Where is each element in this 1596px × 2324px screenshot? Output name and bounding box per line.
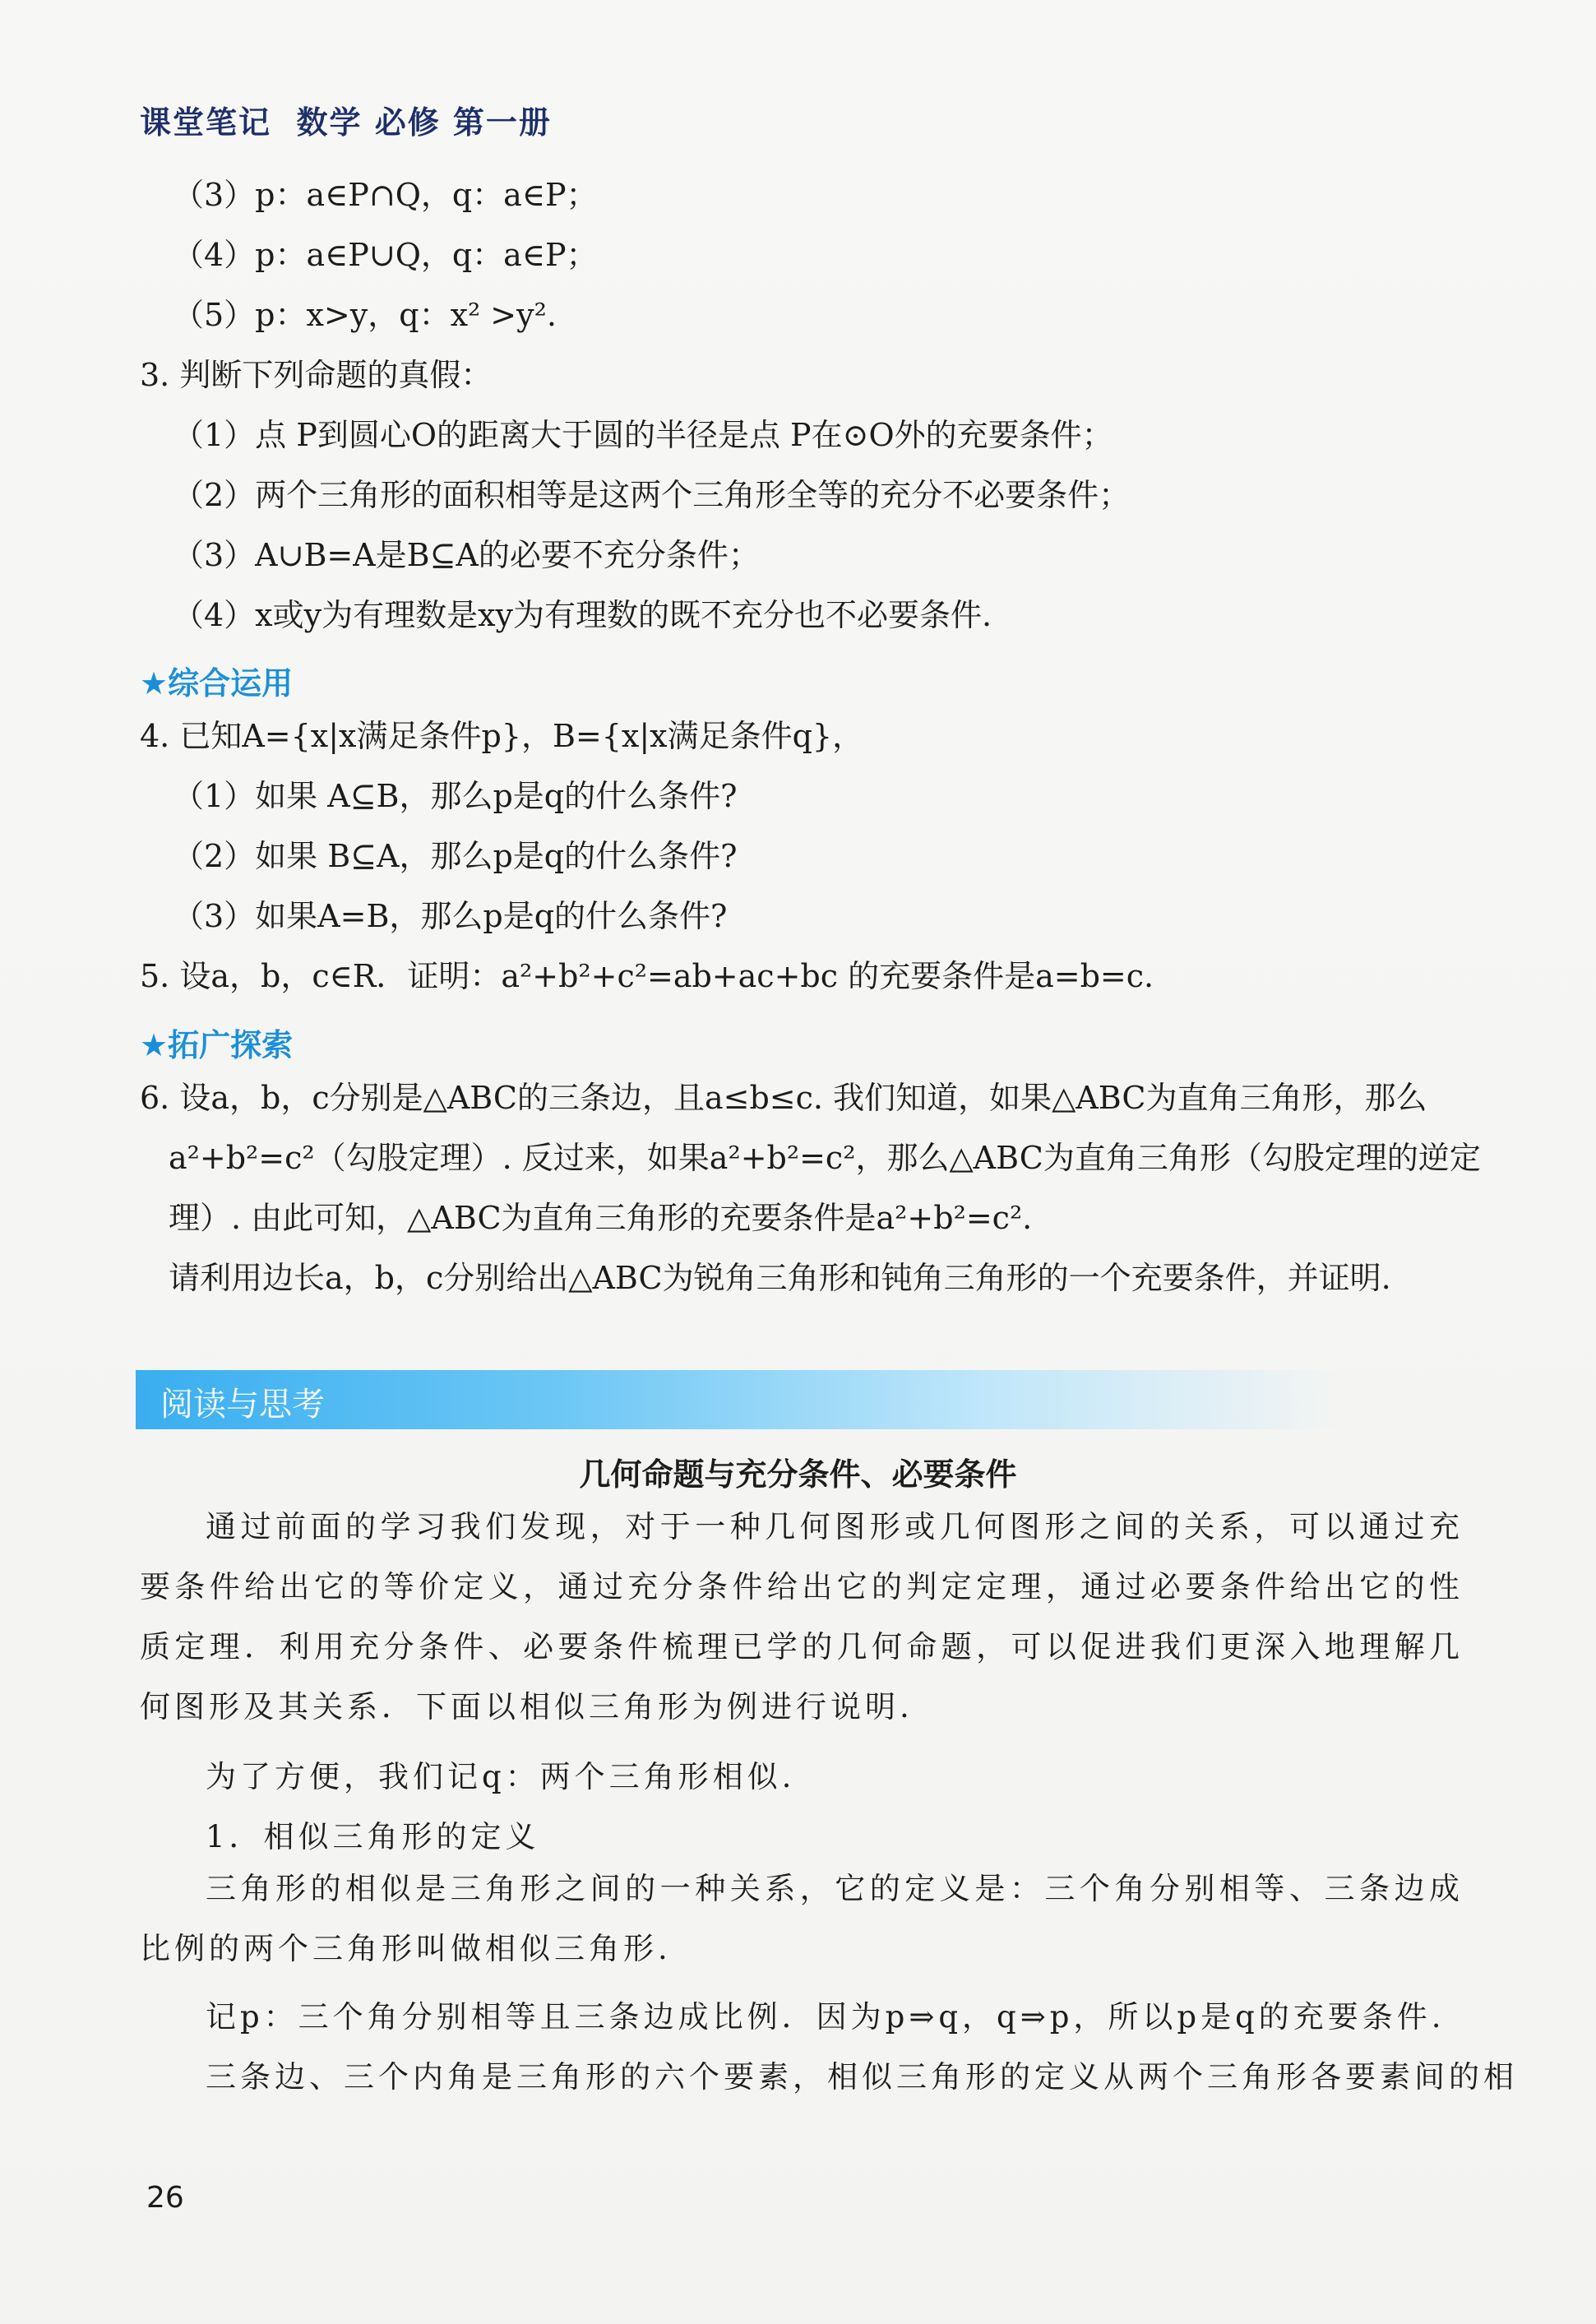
reading-banner	[136, 1370, 1344, 1429]
q3-item-1: （1）点 P到圆心O的距离大于圆的半径是点 P在⊙O外的充要条件；	[173, 417, 1113, 453]
q6-line-1: 6. 设a，b，c分别是△ABC的三条边，且a≤b≤c. 我们知道，如果△ABC为直角三角形，那么	[140, 1080, 1427, 1116]
q3-item-4: （4）x或y为有理数是xy为有理数的既不充分也不必要条件.	[173, 597, 992, 633]
article-title: 几何命题与充分条件、必要条件	[579, 1456, 1017, 1493]
page-number: 26	[146, 2181, 184, 2215]
q6-line-2: a²+b²=c²（勾股定理）. 反过来，如果a²+b²=c²，那么△ABC为直角三角形（勾股定理的逆定	[169, 1140, 1481, 1176]
article-paragraph-4: 三角形的相似是三角形之间的一种关系，它的定义是：三个角分别相等、三条边成比例的两个三角形叫做相似三角形.	[140, 1871, 1464, 1966]
q3-item-3: （3）A∪B=A是B⊆A的必要不充分条件；	[173, 537, 760, 573]
article-paragraph-2: 为了方便，我们记q：两个三角形相似.	[206, 1759, 796, 1794]
q4-stem: 4. 已知A={x|x满足条件p}，B={x|x满足条件q}，	[140, 718, 864, 754]
article-paragraph-1: 通过前面的学习我们发现，对于一种几何图形或几何图形之间的关系，可以通过充要条件给出它的等价定义，通过充分条件给出它的判定定理，通过必要条件给出它的性质定理．利用充分条件、必要条件梳理已学的几何命题，可以促进我们更深入地理解几何图形及其关系．下面以相似三角形为例进行说明.	[140, 1509, 1464, 1724]
article-subheading-1: 1．相似三角形的定义	[206, 1819, 540, 1854]
q2-item-4: （4）p：a∈P∪Q，q：a∈P；	[173, 237, 598, 273]
running-header: 课堂笔记 数学 必修 第一册	[140, 104, 552, 141]
q4-item-2: （2）如果 B⊆A，那么p是q的什么条件?	[173, 838, 738, 874]
reading-banner-label: 阅读与思考	[160, 1386, 325, 1424]
q3-stem: 3. 判断下列命题的真假：	[140, 357, 493, 393]
q2-item-3: （3）p：a∈P∩Q，q：a∈P；	[173, 177, 598, 213]
q4-item-3: （3）如果A=B，那么p是q的什么条件?	[173, 898, 728, 934]
article-paragraph-6: 三条边、三个内角是三角形的六个要素，相似三角形的定义从两个三角形各要素间的相	[206, 2059, 1518, 2095]
q5: 5. 设a，b，c∈R．证明：a²+b²+c²=ab+ac+bc 的充要条件是a=b=c.	[140, 958, 1154, 994]
q2-item-5: （5）p：x>y，q：x² >y².	[173, 297, 557, 333]
article-paragraph-5: 记p：三个角分别相等且三条边成比例．因为p⇒q，q⇒p，所以p是q的充要条件.	[206, 1999, 1446, 2035]
q6-line-3: 理）. 由此可知，△ABC为直角三角形的充要条件是a²+b²=c².	[169, 1200, 1033, 1236]
section-heading-explore: ★拓广探索	[140, 1027, 294, 1063]
section-heading-comprehensive: ★综合运用	[140, 665, 294, 701]
q3-item-2: （2）两个三角形的面积相等是这两个三角形全等的充分不必要条件；	[173, 477, 1131, 513]
q6-line-4: 请利用边长a，b，c分别给出△ABC为锐角三角形和钝角三角形的一个充要条件，并证明.	[169, 1260, 1391, 1296]
q4-item-1: （1）如果 A⊆B，那么p是q的什么条件?	[173, 778, 738, 814]
